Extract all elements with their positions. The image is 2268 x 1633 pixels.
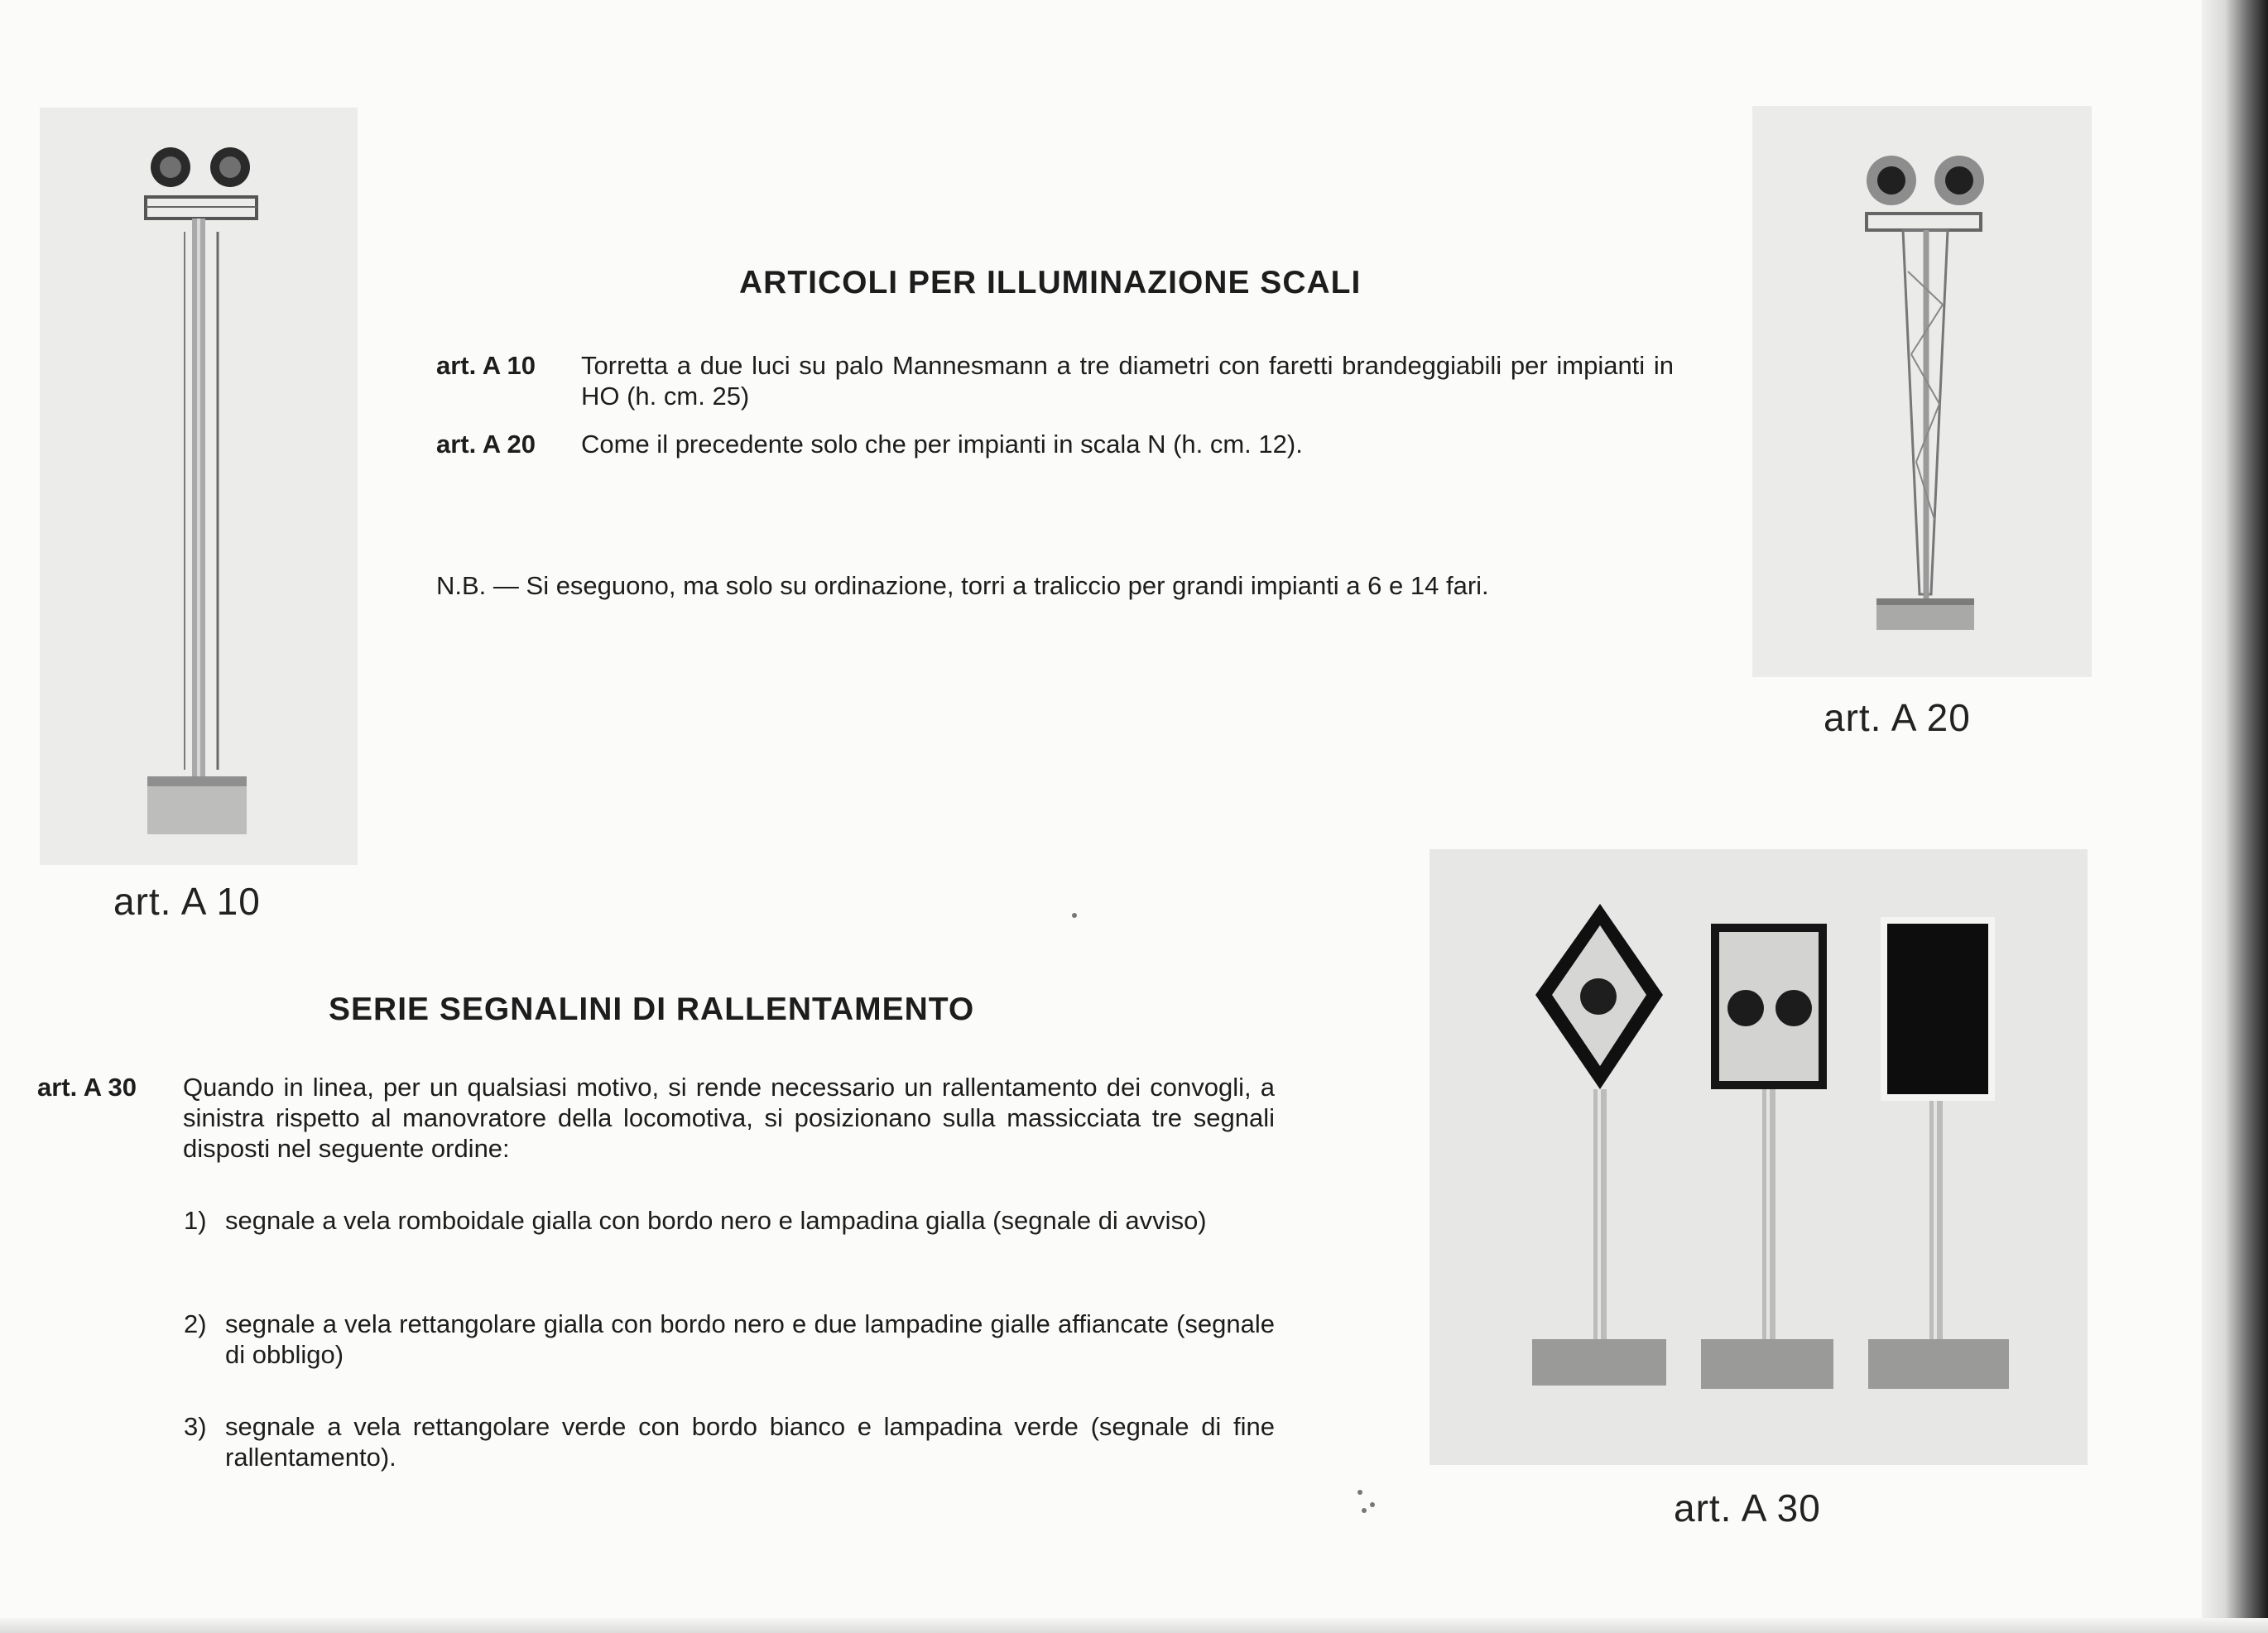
list-number: 2)	[184, 1309, 207, 1338]
page-bottom-edge	[0, 1618, 2268, 1633]
list-text: segnale a vela rettangolare gialla con bordo nero e due lampadine gialle affiancate (segnale di obbligo)	[225, 1309, 1275, 1369]
photo-a30-slowdown-signals	[1430, 849, 2088, 1465]
entry-code: art. A 30	[37, 1073, 137, 1102]
page-edge-shadow	[2202, 0, 2268, 1633]
photo-a10-light-tower	[40, 108, 358, 865]
section-heading-slowdown: SERIE SEGNALINI DI RALLENTAMENTO	[329, 992, 975, 1027]
list-number: 1)	[184, 1206, 207, 1235]
entry-description: Quando in linea, per un qualsiasi motivo, si rende necessario un rallentamento dei convogli, a sinistra rispetto al manovratore della locomotiva, si posizionano sulla massicciata tre segnali disposti nel seguente ordine:	[183, 1073, 1275, 1163]
list-text: segnale a vela romboidale gialla con bordo nero e lampadina gialla (segnale di avviso)	[225, 1206, 1207, 1235]
entry-a30	[37, 1072, 1275, 1164]
caption-a10: art. A 10	[113, 880, 261, 923]
list-item-2	[184, 1309, 1275, 1370]
entry-a20	[436, 429, 1678, 459]
print-speck	[1362, 1508, 1367, 1513]
print-speck	[1370, 1502, 1375, 1507]
list-text: segnale a vela rettangolare verde con bordo bianco e lampadina verde (segnale di fine rallentamento).	[225, 1412, 1275, 1472]
entry-code: art. A 10	[436, 351, 536, 380]
section-heading-lighting: ARTICOLI PER ILLUMINAZIONE SCALI	[739, 265, 1362, 300]
entry-description: Come il precedente solo che per impianti in scala N (h. cm. 12).	[581, 430, 1303, 459]
entry-code: art. A 20	[436, 430, 536, 459]
list-item-1	[184, 1205, 1275, 1236]
print-speck	[1072, 913, 1077, 918]
caption-a20: art. A 20	[1824, 696, 1971, 739]
entry-description: Torretta a due luci su palo Mannesmann a tre diametri con faretti brandeggiabili per impianti in HO (h. cm. 25)	[581, 351, 1674, 411]
photo-a20-light-tower	[1752, 106, 2092, 677]
list-item-3	[184, 1411, 1275, 1472]
lighting-note: N.B. — Si eseguono, ma solo su ordinazione, torri a traliccio per grandi impianti a 6 e 14 fari.	[436, 571, 1489, 600]
list-number: 3)	[184, 1412, 207, 1441]
entry-a10	[436, 350, 1678, 411]
print-speck	[1357, 1490, 1362, 1495]
caption-a30: art. A 30	[1674, 1487, 1821, 1530]
